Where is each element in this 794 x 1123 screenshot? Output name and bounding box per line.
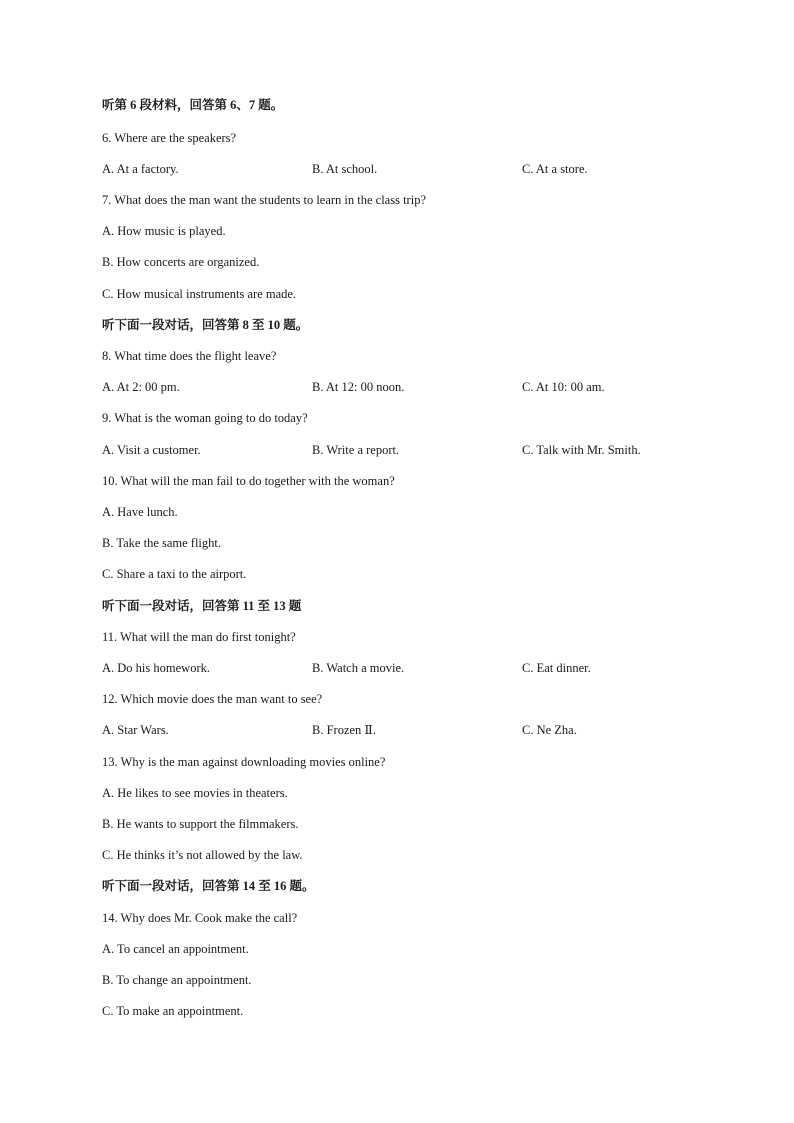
option-c[interactable]: C. At a store. [522, 162, 588, 176]
option-a[interactable]: A. He likes to see movies in theaters. [102, 786, 288, 800]
option-a[interactable]: A. At 2: 00 pm. [102, 380, 180, 394]
section-header: 听下面一段对话，回答第 8 至 10 题。 [102, 318, 309, 332]
question-8-options [102, 379, 722, 395]
question-12-options [102, 722, 722, 738]
option-b[interactable]: B. Take the same flight. [102, 536, 222, 550]
option-b[interactable]: B. At school. [312, 162, 378, 176]
option-c[interactable]: C. He thinks it’s not allowed by the law. [102, 848, 303, 862]
question-7-stem: 7. What does the man want the students to learn in the class trip? [102, 193, 426, 207]
question-9-options [102, 442, 722, 458]
question-8-stem: 8. What time does the flight leave? [102, 349, 277, 363]
option-a[interactable]: A. At a factory. [102, 162, 179, 176]
option-b[interactable]: B. Frozen Ⅱ. [312, 723, 377, 737]
question-9-stem: 9. What is the woman going to do today? [102, 411, 308, 425]
question-13-stem: 13. Why is the man against downloading movies online? [102, 755, 386, 769]
option-b[interactable]: B. Watch a movie. [312, 661, 405, 675]
section-header: 听下面一段对话，回答第 11 至 13 题 [102, 599, 302, 613]
option-a[interactable]: A. Have lunch. [102, 505, 178, 519]
option-a[interactable]: A. Star Wars. [102, 723, 169, 737]
question-11-stem: 11. What will the man do first tonight? [102, 630, 296, 644]
section-header: 听第 6 段材料，回答第 6、7 题。 [102, 98, 284, 112]
option-b[interactable]: B. How concerts are organized. [102, 255, 260, 269]
option-a[interactable]: A. Do his homework. [102, 661, 210, 675]
option-c[interactable]: C. How musical instruments are made. [102, 287, 297, 301]
option-a[interactable]: A. How music is played. [102, 224, 226, 238]
option-c[interactable]: C. To make an appointment. [102, 1004, 244, 1018]
question-6-stem: 6. Where are the speakers? [102, 131, 237, 145]
option-b[interactable]: B. Write a report. [312, 443, 400, 457]
option-c[interactable]: C. Ne Zha. [522, 723, 577, 737]
option-b[interactable]: B. At 12: 00 noon. [312, 380, 405, 394]
option-b[interactable]: B. To change an appointment. [102, 973, 252, 987]
question-14-stem: 14. Why does Mr. Cook make the call? [102, 911, 298, 925]
section-header: 听下面一段对话，回答第 14 至 16 题。 [102, 879, 315, 893]
option-b[interactable]: B. He wants to support the filmmakers. [102, 817, 299, 831]
option-a[interactable]: A. To cancel an appointment. [102, 942, 249, 956]
option-c[interactable]: C. Talk with Mr. Smith. [522, 443, 641, 457]
question-12-stem: 12. Which movie does the man want to see? [102, 692, 323, 706]
question-11-options [102, 660, 722, 676]
option-a[interactable]: A. Visit a customer. [102, 443, 201, 457]
question-10-stem: 10. What will the man fail to do together with the woman? [102, 474, 395, 488]
question-6-options [102, 161, 722, 177]
option-c[interactable]: C. Eat dinner. [522, 661, 591, 675]
option-c[interactable]: C. Share a taxi to the airport. [102, 567, 247, 581]
option-c[interactable]: C. At 10: 00 am. [522, 380, 605, 394]
